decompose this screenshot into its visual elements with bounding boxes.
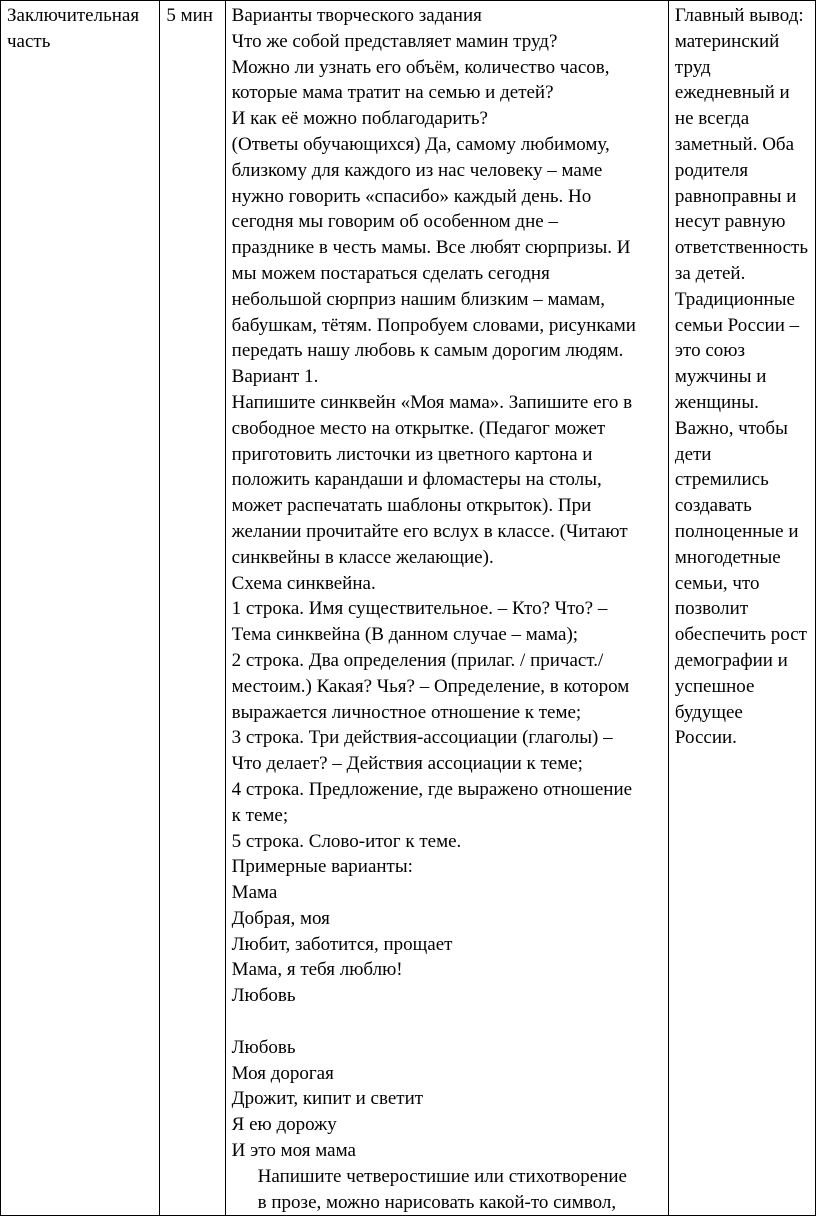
conclusion-text-line: Важно, чтобы (674, 417, 788, 439)
conclusion-text-line: позволит (674, 598, 749, 620)
conclusion-text-line: мужчины и (674, 366, 767, 388)
content-text-line: выражается личностное отношение к теме; (231, 701, 582, 723)
conclusion-text-line: дети (674, 443, 712, 465)
content-text-line: празднике в честь мамы. Все любят сюрпризы. И (231, 237, 631, 259)
content-text-line: Дрожит, кипит и светит (231, 1088, 424, 1110)
conclusion-text-line: стремились (674, 469, 769, 491)
content-text-line: небольшой сюрприз нашим близким – мамам, (231, 288, 605, 310)
content-text-line: Мама, я тебя люблю! (231, 959, 403, 981)
conclusion-text-line: труд (674, 56, 711, 78)
conclusion-text-line: многодетные (674, 546, 781, 568)
content-text-line: 1 строка. Имя существительное. – Кто? Что? – (231, 598, 608, 620)
conclusion-text-line: семьи России – (674, 314, 800, 336)
content-text-line: в прозе, можно нарисовать какой-то символ, (257, 1191, 617, 1213)
content-text-line: Варианты творческого задания (231, 5, 482, 26)
conclusion-text-line: России. (674, 727, 737, 749)
content-text-line: Схема синквейна. (231, 572, 376, 594)
content-text-line: Примерные варианты: (231, 856, 413, 878)
content-text-line: Моя дорогая (231, 1062, 334, 1084)
duration-cell (160, 1, 225, 1216)
content-text-line: передать нашу любовь к самым дорогим людям. (231, 340, 624, 362)
content-text-line: Любит, заботится, прощает (231, 933, 453, 955)
content-text-line: которые мама тратит на семью и детей? (231, 82, 554, 104)
conclusion-text-line: Главный вывод: (674, 5, 804, 26)
content-text-line: Мама (231, 882, 278, 904)
conclusion-text-line: будущее (674, 701, 743, 723)
content-text-line: Напишите синквейн «Моя мама». Запишите его в (231, 391, 633, 413)
content-text-line: может распечатать шаблоны открыток). При (231, 495, 592, 517)
content-text-line: Что делает? – Действия ассоциации к теме; (231, 753, 583, 775)
content-text-line: Напишите четверостишие или стихотворение (257, 1165, 627, 1187)
content-cell (225, 1, 668, 1216)
conclusion-text-line: Традиционные (674, 288, 795, 310)
conclusion-text-line: ответственность (674, 237, 809, 259)
conclusion-text-line: семьи, что (674, 572, 760, 594)
stage-text-line-2: часть (7, 30, 51, 52)
conclusion-text-line: ежедневный и (674, 82, 790, 104)
content-text-line: И как её можно поблагодарить? (231, 108, 488, 130)
conclusion-text-line: равноправны и (674, 185, 797, 207)
content-text-line: сегодня мы говорим об особенном дне – (231, 211, 558, 233)
conclusion-text-line: женщины. (674, 391, 759, 413)
content-text-line: к теме; (231, 804, 289, 826)
content-text-line: желании прочитайте его вслух в классе. (Читают (231, 520, 628, 542)
content-text-line: нужно говорить «спасибо» каждый день. Но (231, 185, 592, 207)
content-text-line (232, 1009, 662, 1035)
content-text-line: Любовь (231, 1036, 296, 1058)
content-text-line: Тема синквейна (В данном случае – мама); (231, 624, 579, 646)
content-text-line: свободное место на открытке. (Педагог может (231, 417, 606, 439)
content-text-line: Вариант 1. (231, 366, 319, 388)
conclusion-text-line: не всегда (674, 108, 750, 130)
content-text-line: 3 строка. Три действия-ассоциации (глаголы) – (231, 727, 613, 749)
content-text-line: 4 строка. Предложение, где выражено отношение (231, 778, 633, 800)
conclusion-text-line: родителя (674, 159, 749, 181)
content-text-line: И это моя мама (231, 1140, 356, 1162)
content-text-line: приготовить листочки из цветного картона и (231, 443, 593, 465)
content-text-line: синквейны в классе желающие). (231, 546, 494, 568)
content-text-line: бабушкам, тётям. Попробуем словами, рисунками (231, 314, 636, 336)
content-text-line: близкому для каждого из нас человеку – маме (231, 159, 603, 181)
stage-cell (1, 1, 160, 1216)
duration-text: 5 мин (166, 5, 213, 26)
conclusion-text-line: несут равную (674, 211, 786, 233)
conclusion-text-line: полноценные и (674, 520, 799, 542)
conclusion-text-line: это союз (674, 340, 745, 362)
content-text-line: (Ответы обучающихся) Да, самому любимому, (231, 133, 610, 155)
conclusion-cell (668, 1, 815, 1216)
content-text-line: мы можем постараться сделать сегодня (231, 262, 550, 284)
content-text-line: Любовь (231, 985, 296, 1007)
content-text-line: 2 строка. Два определения (прилаг. / причаст./ (231, 649, 604, 671)
conclusion-text-line: заметный. Оба (674, 133, 795, 155)
table-row (1, 1, 816, 1216)
conclusion-text-line: демографии и (674, 649, 788, 671)
stage-text-line-1: Заключительная (7, 5, 140, 26)
content-text-line: местоим.) Какая? Чья? – Определение, в котором (231, 675, 630, 697)
content-text-line: Что же собой представляет мамин труд? (231, 30, 558, 52)
conclusion-text-line: за детей. (674, 262, 746, 284)
content-text-line: Добрая, моя (231, 907, 330, 929)
conclusion-text-line: успешное (674, 675, 755, 697)
content-text-line: Я ею дорожу (231, 1114, 337, 1136)
content-text-line: положить карандаши и фломастеры на столы, (231, 469, 602, 491)
content-text-line: 5 строка. Слово-итог к теме. (231, 830, 462, 852)
conclusion-text-line: обеспечить рост (674, 624, 807, 646)
content-text-line: Можно ли узнать его объём, количество часов, (231, 56, 610, 78)
conclusion-text-line: создавать (674, 495, 752, 517)
conclusion-text-line: материнский (674, 30, 780, 52)
